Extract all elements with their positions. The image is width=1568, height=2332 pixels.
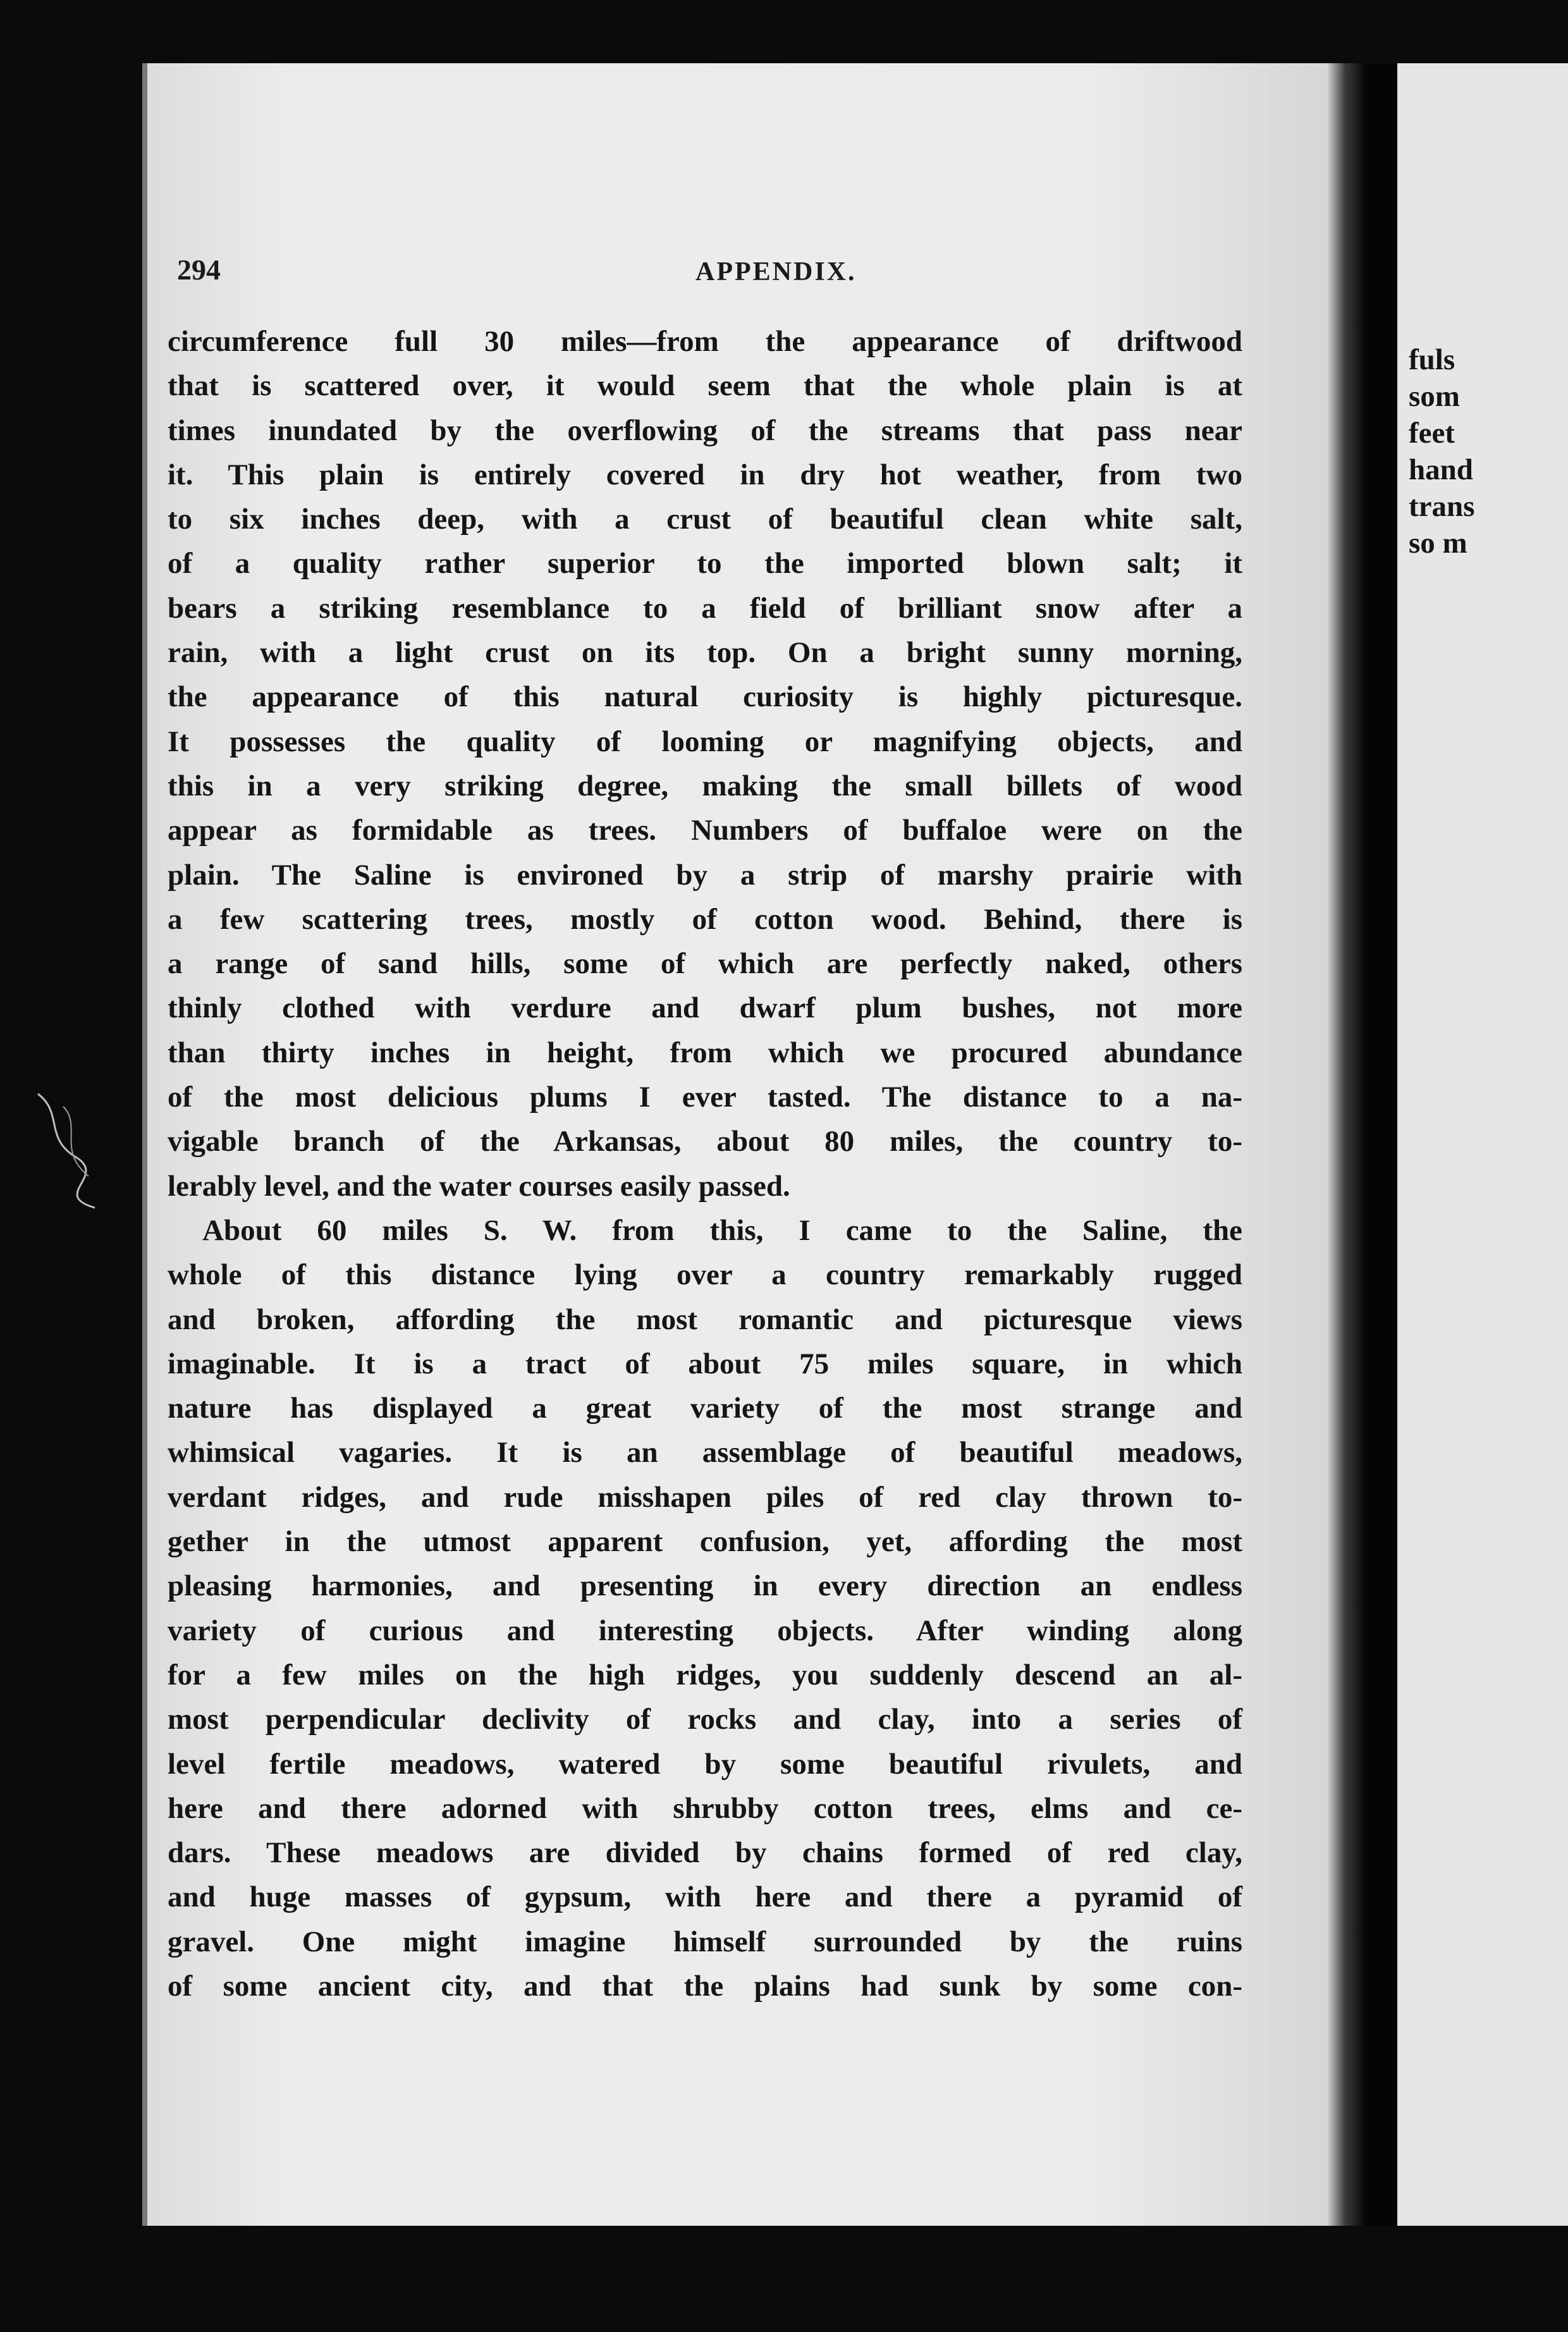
text-line: plain. The Saline is environed by a strip of marshy prairie with: [168, 858, 1242, 892]
page-number: 294: [177, 254, 221, 286]
text-line: thinly clothed with verdure and dwarf plum bushes, not more: [168, 991, 1242, 1025]
text-line: most perpendicular declivity of rocks and clay, into a series of: [168, 1703, 1242, 1736]
film-scratch: [25, 1088, 114, 1214]
text-line: for a few miles on the high ridges, you suddenly descend an al-: [168, 1658, 1242, 1691]
text-line: lerably level, and the water courses easily passed.: [168, 1169, 790, 1203]
text-fragment: feet: [1409, 417, 1455, 450]
text-line: gether in the utmost apparent confusion, yet, affording the most: [168, 1525, 1242, 1559]
text-line: of a quality rather superior to the imported blown salt; it: [168, 547, 1242, 580]
text-line: that is scattered over, it would seem that the whole plain is at: [168, 369, 1242, 403]
text-fragment: trans: [1409, 490, 1475, 523]
text-line: About 60 miles S. W. from this, I came to the Saline, the: [202, 1213, 1242, 1247]
text-line: and broken, affording the most romantic and picturesque views: [168, 1303, 1242, 1336]
text-line: the appearance of this natural curiosity is highly picturesque.: [168, 680, 1242, 714]
text-line: appear as formidable as trees. Numbers of buffaloe were on the: [168, 814, 1242, 847]
text-fragment: som: [1409, 380, 1460, 413]
text-line: this in a very striking degree, making the small billets of wood: [168, 769, 1242, 802]
text-line: gravel. One might imagine himself surrounded by the ruins: [168, 1925, 1242, 1958]
text-line: times inundated by the overflowing of the streams that pass near: [168, 414, 1242, 447]
body-text: [168, 319, 1242, 2008]
text-fragment: hand: [1409, 453, 1473, 486]
text-line: a range of sand hills, some of which are perfectly naked, others: [168, 947, 1242, 981]
text-line: it. This plain is entirely covered in dry hot weather, from two: [168, 458, 1242, 491]
text-line: a few scattering trees, mostly of cotton wood. Behind, there is: [168, 902, 1242, 936]
text-line: nature has displayed a great variety of the most strange and: [168, 1392, 1242, 1425]
text-line: verdant ridges, and rude misshapen piles of red clay thrown to-: [168, 1480, 1242, 1514]
text-line: level fertile meadows, watered by some beautiful rivulets, and: [168, 1747, 1242, 1781]
page-header: [177, 253, 1239, 304]
running-head: APPENDIX.: [695, 257, 857, 286]
text-line: of the most delicious plums I ever tasted. The distance to a na-: [168, 1081, 1242, 1114]
text-line: imaginable. It is a tract of about 75 miles square, in which: [168, 1347, 1242, 1380]
book-gutter: [1328, 63, 1397, 2226]
text-line: It possesses the quality of looming or magnifying objects, and: [168, 725, 1242, 758]
right-page-text: [1397, 341, 1568, 562]
text-line: rain, with a light crust on its top. On a bright sunny morning,: [168, 636, 1242, 670]
text-line: of some ancient city, and that the plains had sunk by some con-: [168, 1969, 1242, 2003]
text-line: dars. These meadows are divided by chains formed of red clay,: [168, 1836, 1242, 1870]
text-line: whimsical vagaries. It is an assemblage of beautiful meadows,: [168, 1436, 1242, 1470]
text-line: circumference full 30 miles—from the appearance of driftwood: [168, 325, 1242, 358]
text-line: to six inches deep, with a crust of beautiful clean white salt,: [168, 503, 1242, 536]
text-line: variety of curious and interesting objects. After winding along: [168, 1614, 1242, 1647]
text-line: whole of this distance lying over a country remarkably rugged: [168, 1258, 1242, 1292]
text-line: than thirty inches in height, from which we procured abundance: [168, 1036, 1242, 1069]
text-line: and huge masses of gypsum, with here and there a pyramid of: [168, 1881, 1242, 1914]
text-line: vigable branch of the Arkansas, about 80 miles, the country to-: [168, 1125, 1242, 1158]
text-fragment: fuls: [1409, 343, 1455, 376]
text-line: pleasing harmonies, and presenting in every direction an endless: [168, 1569, 1242, 1603]
right-page: [1397, 63, 1568, 2226]
text-line: here and there adorned with shrubby cotton trees, elms and ce-: [168, 1791, 1242, 1825]
text-fragment: so m: [1409, 527, 1467, 560]
text-line: bears a striking resemblance to a field of brilliant snow after a: [168, 591, 1242, 625]
